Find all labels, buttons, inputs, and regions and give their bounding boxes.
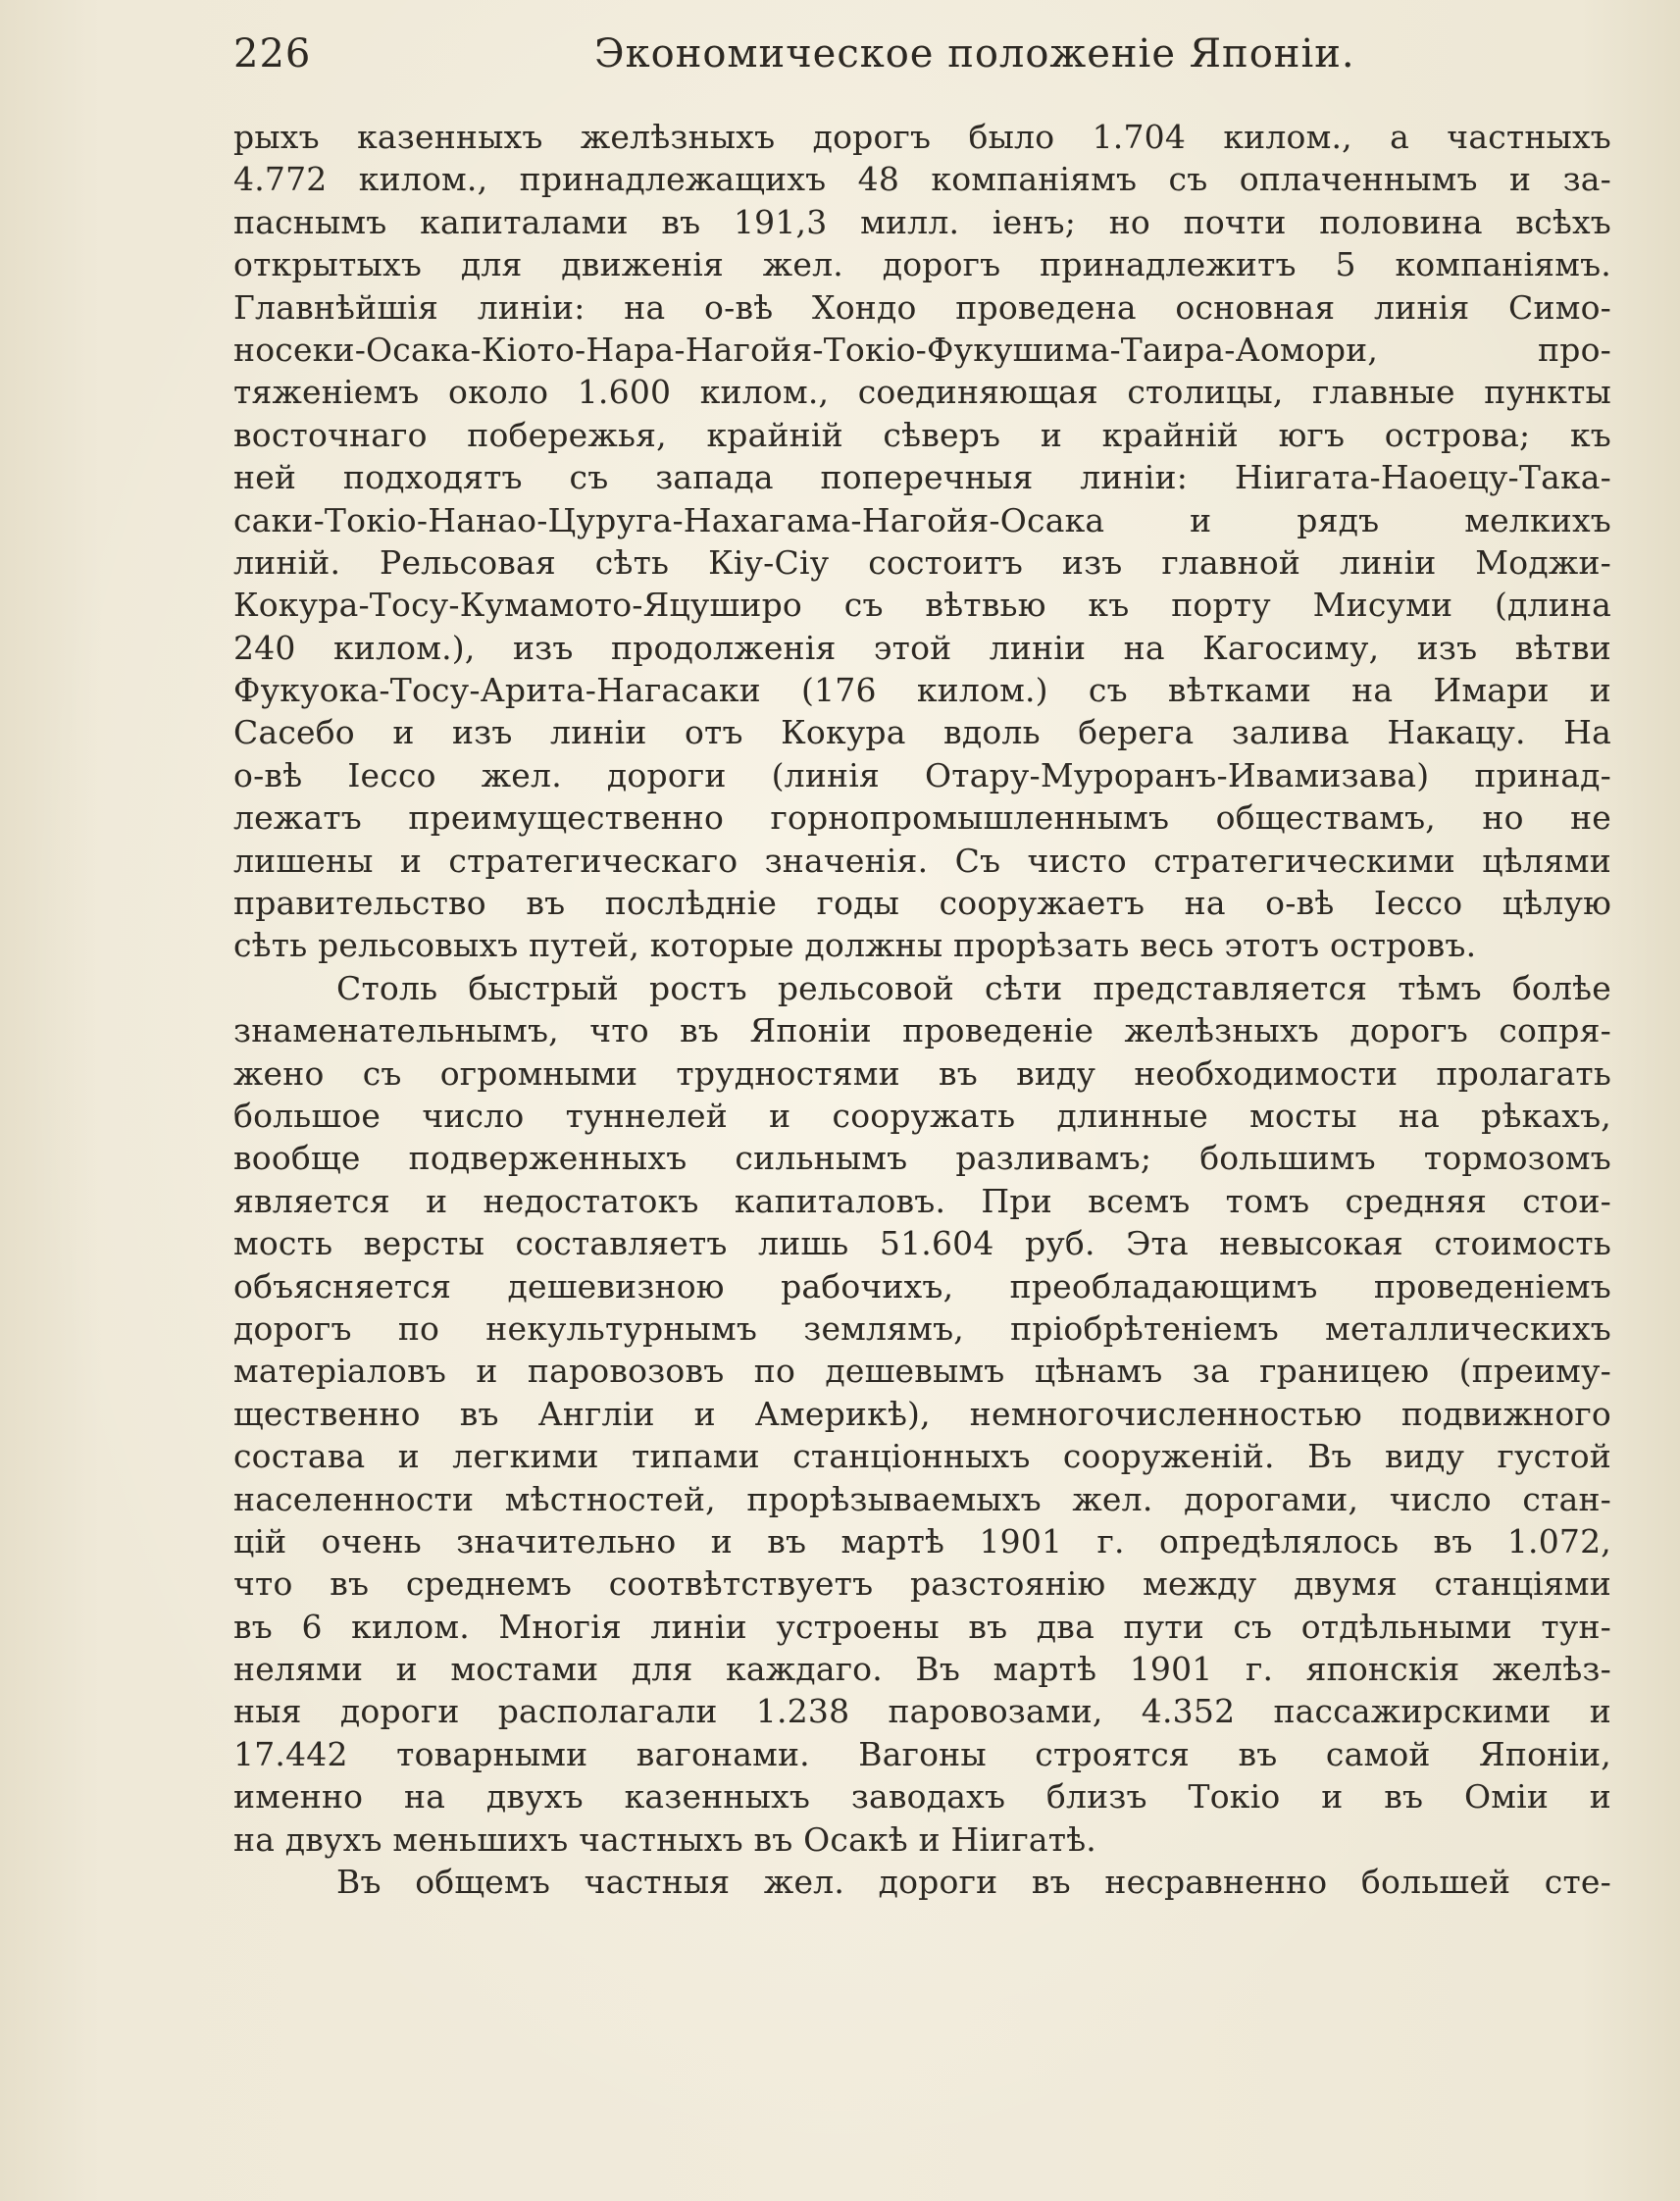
- text-line: 17.442 товарными вагонами. Вагоны строятся въ самой Японіи,: [233, 1734, 1611, 1773]
- text-line: населенности мѣстностей, прорѣзываемыхъ жел. дорогами, число стан-: [233, 1479, 1611, 1518]
- body-text: [233, 116, 1611, 1903]
- text-line: Главнѣйшія линіи: на о-вѣ Хондо проведена основная линія Симо-: [233, 287, 1611, 327]
- text-line: на двухъ меньшихъ частныхъ въ Осакѣ и Ніигатѣ.: [233, 1819, 1096, 1859]
- text-line: въ 6 килом. Многія линіи устроены въ два пути съ отдѣльными тун-: [233, 1607, 1611, 1646]
- text-line: матеріаловъ и паровозовъ по дешевымъ цѣнамъ за границею (преиму-: [233, 1352, 1611, 1391]
- running-title: Экономическое положеніе Японіи.: [594, 31, 1355, 77]
- text-line: щественно въ Англіи и Америкѣ), немногочисленностью подвижного: [233, 1394, 1611, 1433]
- text-line: дорогъ по некультурнымъ землямъ, пріобрѣтеніемъ металлическихъ: [233, 1308, 1611, 1348]
- text-line: мость версты составляетъ лишь 51.604 руб. Эта невысокая стоимость: [233, 1224, 1611, 1263]
- text-line: состава и легкими типами станціонныхъ сооруженій. Въ виду густой: [233, 1437, 1611, 1476]
- text-line: линій. Рельсовая сѣть Кіу-Сіу состоитъ изъ главной линіи Моджи-: [233, 542, 1611, 582]
- text-line: знаменательнымъ, что въ Японіи проведеніе желѣзныхъ дорогъ сопря-: [233, 1011, 1611, 1050]
- text-line: лишены и стратегическаго значенія. Съ чисто стратегическими цѣлями: [233, 841, 1611, 880]
- text-line: тяженіемъ около 1.600 килом., соединяющая столицы, главные пункты: [233, 373, 1611, 412]
- text-line: открытыхъ для движенія жел. дорогъ принадлежитъ 5 компаніямъ.: [233, 245, 1611, 284]
- text-line: рыхъ казенныхъ желѣзныхъ дорогъ было 1.704 килом., а частныхъ: [233, 118, 1611, 156]
- text-line: 4.772 килом., принадлежащихъ 48 компаніямъ съ оплаченнымъ и за-: [233, 160, 1611, 199]
- text-line: Столь быстрый ростъ рельсовой сѣти представляется тѣмъ болѣе: [336, 968, 1611, 1007]
- text-line: лежатъ преимущественно горнопромышленнымъ обществамъ, но не: [233, 798, 1611, 838]
- text-line: сѣть рельсовыхъ путей, которые должны прорѣзать весь этотъ островъ.: [233, 926, 1477, 965]
- text-line: цій очень значительно и въ мартѣ 1901 г. опредѣлялось въ 1.072,: [233, 1521, 1611, 1561]
- text-line: жено съ огромными трудностями въ виду необходимости пролагать: [233, 1053, 1611, 1093]
- text-line: Въ общемъ частныя жел. дороги въ несравненно большей сте-: [336, 1863, 1611, 1902]
- text-line: Кокура-Тосу-Кумамото-Яцуширо съ вѣтвью къ порту Мисуми (длина: [233, 586, 1611, 625]
- text-line: о-вѣ Іессо жел. дороги (линія Отару-Муроранъ-Ивамизава) принад-: [233, 755, 1611, 794]
- text-line: Сасебо и изъ линіи отъ Кокура вдоль берега залива Накацу. На: [233, 713, 1611, 752]
- text-line: правительство въ послѣдніе годы сооружаетъ на о-вѣ Іессо цѣлую: [233, 884, 1611, 923]
- text-line: паснымъ капиталами въ 191,3 милл. іенъ; но почти половина всѣхъ: [233, 202, 1611, 241]
- text-line: объясняется дешевизною рабочихъ, преобладающимъ проведеніемъ: [233, 1266, 1611, 1305]
- page-number: 226: [233, 31, 312, 77]
- text-line: нелями и мостами для каждаго. Въ мартѣ 1901 г. японскія желѣз-: [233, 1650, 1611, 1689]
- running-head: [233, 29, 1606, 88]
- text-line: ней подходятъ съ запада поперечныя линіи: Ніигата-Наоецу-Така-: [233, 458, 1611, 497]
- text-line: вообще подверженныхъ сильнымъ разливамъ; большимъ тормозомъ: [233, 1139, 1611, 1178]
- text-line: именно на двухъ казенныхъ заводахъ близъ Токіо и въ Оміи и: [233, 1777, 1611, 1817]
- text-line: Фукуока-Тосу-Арита-Нагасаки (176 килом.) съ вѣтками на Имари и: [233, 671, 1611, 710]
- text-line: носеки-Осака-Кіото-Нара-Нагойя-Токіо-Фукушима-Таира-Аомори, про-: [233, 330, 1611, 369]
- text-line: что въ среднемъ соотвѣтствуетъ разстоянію между двумя станціями: [233, 1564, 1611, 1604]
- text-line: является и недостатокъ капиталовъ. При всемъ томъ средняя стои-: [233, 1181, 1611, 1220]
- text-line: восточнаго побережья, крайній сѣверъ и крайній югъ острова; къ: [233, 415, 1611, 454]
- text-line: 240 килом.), изъ продолженія этой линіи на Кагосиму, изъ вѣтви: [233, 628, 1611, 667]
- text-line: ныя дороги располагали 1.238 паровозами, 4.352 пассажирскими и: [233, 1692, 1611, 1731]
- text-line: саки-Токіо-Нанао-Цуруга-Нахагама-Нагойя-Осака и рядъ мелкихъ: [233, 500, 1611, 539]
- text-line: большое число туннелей и сооружать длинные мосты на рѣкахъ,: [233, 1096, 1611, 1135]
